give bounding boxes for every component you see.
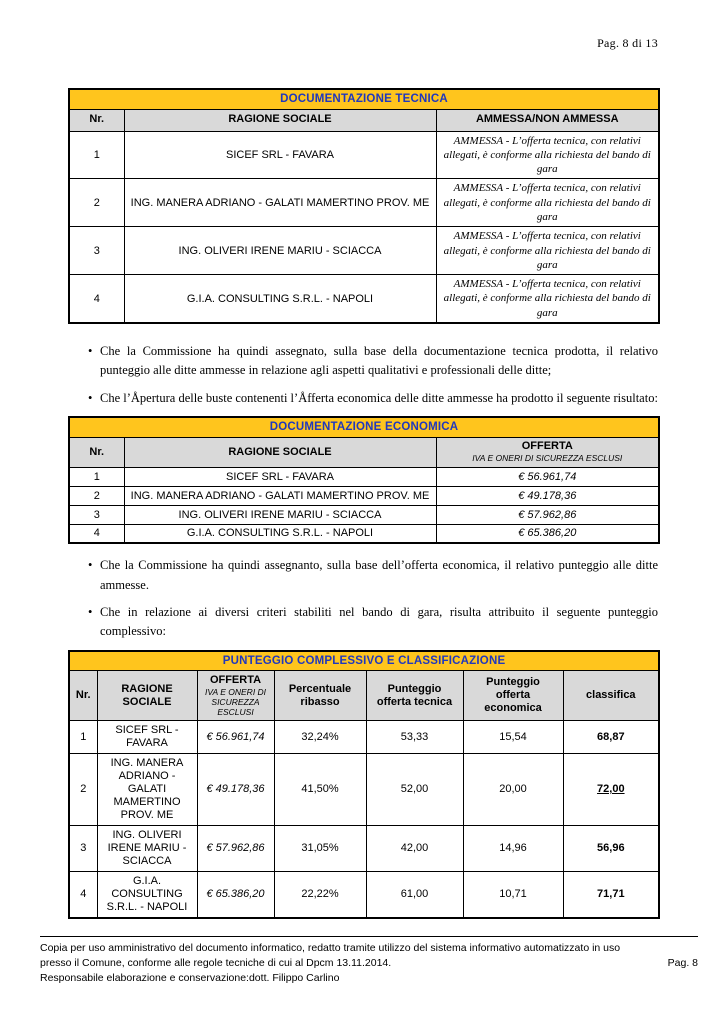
punteggio-tecnica-cell: 42,00 (366, 825, 463, 871)
table-header-row (69, 671, 659, 721)
table-title-row (69, 417, 659, 437)
table-row (69, 825, 659, 871)
ragione-sociale-cell: G.I.A. CONSULTING S.R.L. - NAPOLI (124, 275, 436, 323)
esito-cell: AMMESSA - L’offerta tecnica, con relativi allegati, è conforme alla richiesta del bando di gara (436, 227, 659, 275)
ragione-sociale-cell: G.I.A. CONSULTING S.R.L. - NAPOLI (97, 871, 197, 917)
nr-cell: 1 (69, 467, 124, 486)
ragione-sociale-cell: SICEF SRL - FAVARA (97, 721, 197, 754)
table-title-row (69, 89, 659, 109)
offerta-cell: € 57.962,86 (436, 505, 659, 524)
footer-line-2-text: presso il Comune, conforme alle regole tecniche di cui al Dpcm 13.11.2014. (40, 957, 392, 970)
column-header-nr: Nr. (69, 671, 97, 721)
column-header-classifica: classifica (563, 671, 659, 721)
percentuale-ribasso-cell: 32,24% (274, 721, 366, 754)
punteggio-economica-cell: 15,54 (463, 721, 563, 754)
esito-cell: AMMESSA - L’offerta tecnica, con relativi allegati, è conforme alla richiesta del bando di gara (436, 179, 659, 227)
offerta-cell: € 56.961,74 (197, 721, 274, 754)
nr-cell: 4 (69, 275, 124, 323)
punteggio-economica-cell: 10,71 (463, 871, 563, 917)
nr-cell: 3 (69, 825, 97, 871)
bullet-list-1 (88, 342, 658, 408)
offerta-cell: € 65.386,20 (197, 871, 274, 917)
classifica-cell: 71,71 (563, 871, 659, 917)
economica-rows (69, 467, 659, 543)
percentuale-ribasso-cell: 31,05% (274, 825, 366, 871)
table-header-row (69, 437, 659, 467)
table-row (69, 505, 659, 524)
bullet-list-2 (88, 556, 658, 642)
footer-line-1: Copia per uso amministrativo del documento informatico, redatto tramite utilizzo del sistema informativo automatizzato in uso (40, 942, 621, 954)
ragione-sociale-cell: ING. MANERA ADRIANO - GALATI MAMERTINO PROV. ME (124, 486, 436, 505)
table-row (69, 871, 659, 917)
table-row (69, 754, 659, 826)
punteggio-rows (69, 721, 659, 918)
column-header-percentuale-ribasso: Percentuale ribasso (274, 671, 366, 721)
bullet-paragraph: • Che in relazione ai diversi criteri stabiliti nel bando di gara, risulta attribuito il seguente punteggio complessivo: (88, 603, 658, 642)
column-header-nr: Nr. (69, 109, 124, 131)
table-documentazione-economica (68, 416, 660, 544)
esito-cell: AMMESSA - L’offerta tecnica, con relativi allegati, è conforme alla richiesta del bando di gara (436, 131, 659, 179)
classifica-cell: 68,87 (563, 721, 659, 754)
table-punteggio-classificazione (68, 650, 660, 919)
table-title: DOCUMENTAZIONE TECNICA (69, 89, 659, 109)
column-header-ragione-sociale: RAGIONE SOCIALE (97, 671, 197, 721)
column-header-offerta (436, 437, 659, 467)
table-title: PUNTEGGIO COMPLESSIVO E CLASSIFICAZIONE (69, 651, 659, 671)
table-row (69, 275, 659, 323)
footer-line-3: Responsabile elaborazione e conservazione:dott. Filippo Carlino (40, 972, 340, 985)
nr-cell: 4 (69, 871, 97, 917)
classifica-cell: 72,00 (563, 754, 659, 826)
table-row (69, 486, 659, 505)
bullet-paragraph: • Che la Commissione ha quindi assegnanto, sulla base dell’offerta economica, il relativo punteggio alle ditte ammesse. (88, 556, 658, 595)
bullet-paragraph: • Che la Commissione ha quindi assegnato, sulla base della documentazione tecnica prodotta, il relativo punteggio alle ditte ammesse in relazione agli aspetti qualitativi e professionali delle ditte; (88, 342, 658, 381)
esito-cell: AMMESSA - L’offerta tecnica, con relativi allegati, è conforme alla richiesta del bando di gara (436, 275, 659, 323)
ragione-sociale-cell: ING. OLIVERI IRENE MARIU - SCIACCA (124, 227, 436, 275)
bullet-paragraph: • Che l’Åpertura delle buste contenenti l’Åfferta economica delle ditte ammesse ha prodotto il seguente risultato: (88, 389, 658, 408)
ragione-sociale-cell: G.I.A. CONSULTING S.R.L. - NAPOLI (124, 524, 436, 543)
page-number: Pag. 8 di 13 (597, 36, 658, 50)
column-header-ragione-sociale: RAGIONE SOCIALE (124, 437, 436, 467)
ragione-sociale-cell: SICEF SRL - FAVARA (124, 131, 436, 179)
offerta-header-label: OFFERTA (209, 673, 262, 686)
offerta-header-note: IVA E ONERI DI SICUREZZA ESCLUSI (472, 453, 623, 464)
punteggio-tecnica-cell: 52,00 (366, 754, 463, 826)
table-row (69, 467, 659, 486)
offerta-cell: € 57.962,86 (197, 825, 274, 871)
column-header-ammessa: AMMESSA/NON AMMESSA (436, 109, 659, 131)
column-header-ragione-sociale: RAGIONE SOCIALE (124, 109, 436, 131)
punteggio-economica-cell: 14,96 (463, 825, 563, 871)
ragione-sociale-cell: ING. MANERA ADRIANO - GALATI MAMERTINO PROV. ME (97, 754, 197, 826)
nr-cell: 3 (69, 227, 124, 275)
percentuale-ribasso-cell: 22,22% (274, 871, 366, 917)
ragione-sociale-cell: ING. MANERA ADRIANO - GALATI MAMERTINO PROV. ME (124, 179, 436, 227)
punteggio-tecnica-cell: 61,00 (366, 871, 463, 917)
column-header-nr: Nr. (69, 437, 124, 467)
footer-line-2 (40, 956, 698, 971)
table-row (69, 524, 659, 543)
nr-cell: 3 (69, 505, 124, 524)
table-title: DOCUMENTAZIONE ECONOMICA (69, 417, 659, 437)
nr-cell: 1 (69, 131, 124, 179)
table-row (69, 227, 659, 275)
offerta-header-label: OFFERTA (521, 440, 573, 453)
table-documentazione-tecnica (68, 88, 660, 324)
ragione-sociale-cell: ING. OLIVERI IRENE MARIU - SCIACCA (97, 825, 197, 871)
table-row (69, 131, 659, 179)
document-body (68, 88, 658, 919)
column-header-offerta (197, 671, 274, 721)
nr-cell: 2 (69, 754, 97, 826)
column-header-punteggio-tecnica: Punteggio offerta tecnica (366, 671, 463, 721)
offerta-cell: € 49.178,36 (197, 754, 274, 826)
nr-cell: 2 (69, 486, 124, 505)
offerta-cell: € 65.386,20 (436, 524, 659, 543)
table-row (69, 721, 659, 754)
percentuale-ribasso-cell: 41,50% (274, 754, 366, 826)
nr-cell: 1 (69, 721, 97, 754)
column-header-punteggio-economica: Punteggio offerta economica (463, 671, 563, 721)
punteggio-tecnica-cell: 53,33 (366, 721, 463, 754)
nr-cell: 2 (69, 179, 124, 227)
table-title-row (69, 651, 659, 671)
offerta-header-note: IVA E ONERI DI SICUREZZA ESCLUSI (204, 687, 267, 717)
ragione-sociale-cell: SICEF SRL - FAVARA (124, 467, 436, 486)
classifica-cell: 56,96 (563, 825, 659, 871)
nr-cell: 4 (69, 524, 124, 543)
ragione-sociale-cell: ING. OLIVERI IRENE MARIU - SCIACCA (124, 505, 436, 524)
footer-page-number: Pag. 8 (667, 957, 698, 970)
table-header-row (69, 109, 659, 131)
table-row (69, 179, 659, 227)
offerta-cell: € 49.178,36 (436, 486, 659, 505)
punteggio-economica-cell: 20,00 (463, 754, 563, 826)
offerta-cell: € 56.961,74 (436, 467, 659, 486)
tecnica-rows (69, 131, 659, 323)
page-footer (40, 936, 698, 987)
